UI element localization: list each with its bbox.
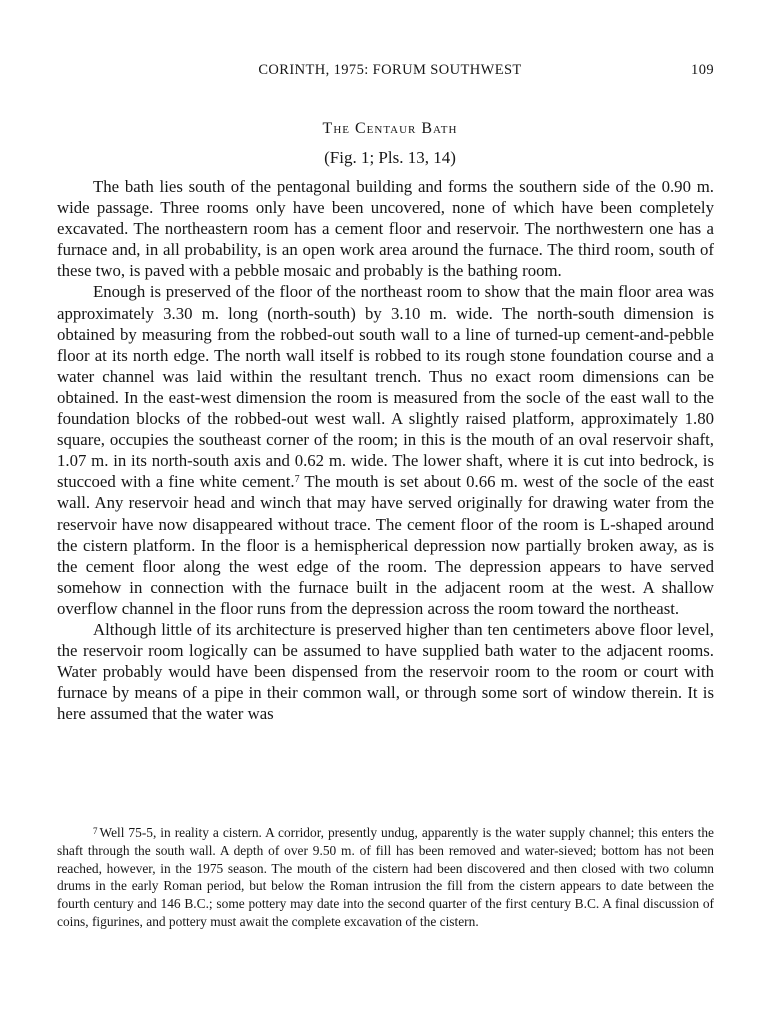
paragraph-1: The bath lies south of the pentagonal building and forms the southern side of the 0.90 m. wide passage. Three rooms only have been uncovered, none of which have been completely excavated. The northeastern room has a cement floor and reservoir. The northwestern one has a furnace and, in all probability, is an open work area around the furnace. The third room, south of these two, is paved with a pebble mosaic and probably is the bathing room. [57, 177, 714, 281]
footnote-text: Well 75-5, in reality a cistern. A corridor, presently undug, apparently is the water supply channel; this enters the shaft through the south wall. A depth of over 9.50 m. of fill has been removed and water-sieved; bottom has not been reached, however, in the 1975 season. The mouth of the cistern had been discovered and then closed with two column drums in the early Roman period, but below the Roman intrusion the fill from the cistern appears to date between the fourth century and 146 B.C.; some pottery may date into the second quarter of the first century B.C. A final discussion of coins, figurines, and pottery must await the complete excavation of the cistern. [57, 825, 714, 929]
footnote-number: 7 [93, 826, 98, 836]
section-figure-reference: (Fig. 1; Pls. 13, 14) [324, 148, 456, 167]
paragraph-3: Although little of its architecture is preserved higher than ten centimeters above floor level, the reservoir room logically can be assumed to have supplied bath water to the adjacent rooms. Water probably would have been dispensed from the reservoir room to the room or court with furnace by means of a pipe in their common wall, or through some sort of window therein. It is here assumed that the water was [57, 619, 714, 724]
section-title: The Centaur Bath [322, 120, 458, 137]
footnote [57, 824, 714, 931]
paragraph-2-text-b: The mouth is set about 0.66 m. west of the socle of the east wall. Any reservoir head and winch that may have served originally for drawing water from the reservoir have now disappeared without trace. The cement floor of the room is L-shaped around the cistern platform. In the floor is a hemispherical depression now partially broken away, as is the cement floor along the west edge of the room. The depression appears to have served somehow in connection with the furnace built in the adjacent room at the west. A shallow overflow channel in the floor runs from the depression across the room toward the northeast. [57, 472, 714, 618]
paragraph-2-text-a: Enough is preserved of the floor of the northeast room to show that the main floor area was approximately 3.30 m. long (north-south) by 3.10 m. wide. The north-south dimension is obtained by measuring from the robbed-out south wall to a line of turned-up cement-and-pebble floor at its north edge. The north wall itself is robbed to its rough stone foundation course and a water channel was laid within the resultant trench. Thus no exact room dimensions can be obtained. In the east-west dimension the room is measured from the socle of the east wall to the foundation blocks of the robbed-out west wall. A slightly raised platform, approximately 1.80 square, occupies the southeast corner of the room; in this is the mouth of an oval reservoir shaft, 1.07 m. in its north-south axis and 0.62 m. wide. The lower shaft, where it is cut into bedrock, is stuccoed with a fine white cement. [57, 282, 714, 492]
paragraph-2 [57, 281, 714, 619]
page-number: 109 [691, 62, 714, 78]
footnote-reference-mark[interactable]: 7 [294, 474, 300, 486]
running-title: CORINTH, 1975: FORUM SOUTHWEST [258, 62, 522, 78]
running-head [0, 62, 780, 82]
body-text [57, 176, 714, 724]
